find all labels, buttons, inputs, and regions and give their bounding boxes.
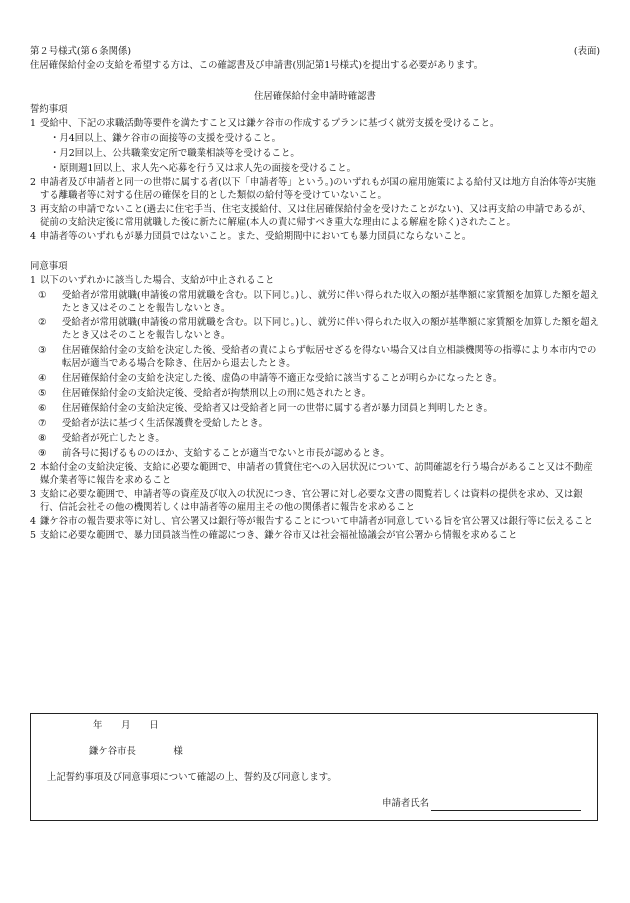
condition-text: 住居確保給付金の支給を決定した後、受給者の責によらず転居せざるを得ない場合又は自立相談機関等の指導により本市内での転居が適当である場合を除き、住居から退去したとき。 (62, 345, 597, 370)
condition-text: 受給者が死亡したとき。 (62, 433, 165, 445)
item-text: 申請者等のいずれもが暴力団員ではないこと。また、受給期間中においても暴力団員にならないこと。 (40, 230, 472, 242)
requirement-list (50, 133, 600, 176)
document-page (30, 46, 600, 543)
list-item: ・月4回以上、鎌ケ谷市の面接等の支援を受けること。 (50, 132, 281, 144)
condition-mark: ② (38, 317, 47, 329)
consent-item-5 (30, 530, 600, 543)
condition-mark: ⑥ (38, 403, 47, 415)
item-text: 支給に必要な範囲で、申請者等の資産及び収入の状況につき、官公署に対し必要な文書の閲覧若しくは資料の提供を求め、又は銀行、信託会社その他の機関若しくは申請者等の雇用主その他の関係者に報告を求めること (40, 489, 583, 514)
form-number: 第２号様式(第６条関係) (30, 46, 132, 57)
consent-item-3 (30, 489, 600, 515)
condition-mark: ⑦ (38, 418, 47, 430)
condition-mark: ⑤ (38, 388, 47, 400)
list-item: ・月2回以上、公共職業安定所で職業相談等を受けること。 (50, 147, 300, 159)
condition-mark: ① (38, 289, 47, 301)
condition-mark: ⑧ (38, 433, 47, 445)
item-number: 2 (30, 176, 36, 188)
list-item: ・原則週1回以上、求人先へ応募を行う又は求人先の面接を受けること。 (50, 162, 356, 174)
suspension-condition (38, 448, 600, 461)
item-text: 申請者及び申請者と同一の世帯に属する者(以下「申請者等」という。)のいずれもが国の雇用施策による給付又は地方自治体等が実施する離職者等に対する住居の確保を目的とした類似の給付等を受けていないこと。 (40, 176, 596, 201)
consent-item-2 (30, 462, 600, 488)
condition-text: 住居確保給付金の支給決定後、受給者が拘禁刑以上の刑に処されたとき。 (62, 388, 372, 400)
confirmation-statement: 上記誓約事項及び同意事項について確認の上、誓約及び同意します。 (47, 772, 337, 783)
addressee: 鎌ケ谷市長 様 (89, 746, 183, 757)
suspension-condition (38, 388, 600, 401)
item-text: 以下のいずれかに該当した場合、支給が中止されること (40, 274, 275, 286)
applicant-name-field[interactable] (431, 799, 581, 811)
date-field[interactable]: 年 月 日 (93, 720, 159, 731)
condition-text: 住居確保給付金の支給を決定した後、虚偽の申請等不適正な受給に該当することが明らかになったとき。 (62, 373, 503, 385)
oath-item-1 (30, 118, 600, 131)
oath-item-2 (30, 177, 600, 203)
notice-text: 住居確保給付金の支給を希望する方は、この確認書及び申請書(別記第1号様式)を提出する必要があります。 (30, 59, 484, 71)
item-text: 本給付金の支給決定後、支給に必要な範囲で、申請者の賃貸住宅への入居状況について、訪問確認を行う場合があること又は不動産媒介業者等に報告を求めること (40, 462, 593, 487)
consent-heading: 同意事項 (30, 260, 68, 272)
item-number: 1 (30, 117, 36, 129)
condition-text: 受給者が常用就職(申請後の常用就職を含む。以下同じ。)し、就労に伴い得られた収入の額が基準額に家賃額を加算した額を超えたとき又はそのことを報告しないとき。 (62, 317, 600, 342)
suspension-condition (38, 433, 600, 446)
applicant-name-label: 申請者氏名 (382, 798, 429, 809)
item-text: 鎌ケ谷市の報告要求等に対し、官公署又は銀行等が報告することについて申請者が同意している旨を官公署又は銀行等に伝えること (40, 516, 593, 528)
suspension-condition (38, 403, 600, 416)
item-number: 5 (30, 530, 36, 541)
oath-item-4 (30, 231, 600, 244)
signature-box (30, 713, 598, 821)
item-number: 3 (30, 489, 36, 501)
condition-text: 受給者が法に基づく生活保護費を受給したとき。 (62, 418, 268, 430)
oath-item-3 (30, 204, 600, 230)
applicant-signature (382, 798, 581, 811)
consent-item-1: 1 以下のいずれかに該当した場合、支給が中止されること (30, 275, 600, 288)
item-text: 受給中、下記の求職活動等要件を満たすこと又は鎌ケ谷市の作成するプランに基づく就労支援を受けること。 (40, 117, 500, 129)
suspension-condition (38, 290, 600, 316)
suspension-condition (38, 418, 600, 431)
consent-item-4 (30, 516, 600, 529)
oath-heading: 誓約事項 (30, 103, 68, 115)
condition-text: 住居確保給付金の支給決定後、受給者又は受給者と同一の世帯に属する者が暴力団員と判明したとき。 (62, 403, 493, 415)
item-number: 4 (30, 230, 36, 242)
condition-text: 受給者が常用就職(申請後の常用就職を含む。以下同じ。)し、就労に伴い得られた収入の額が基準額に家賃額を加算した額を超えたとき又はそのことを報告しないとき。 (62, 289, 600, 314)
side-label: (表面) (573, 46, 600, 57)
item-text: 再支給の申請でないこと(過去に住宅手当、住宅支援給付、又は住居確保給付金を受けたことがない)、又は再支給の申請であるが、従前の支給決定後に常用就職した後に新たに解雇(本人の責に帰すべき重大な理由による解雇を除く)されたこと。 (40, 203, 592, 228)
item-number: 4 (30, 516, 36, 528)
suspension-condition (38, 373, 600, 386)
condition-mark: ④ (38, 373, 47, 385)
item-number: 3 (30, 203, 36, 215)
item-number: 2 (30, 462, 36, 474)
form-header (30, 46, 600, 59)
condition-mark: ③ (38, 345, 47, 357)
condition-mark: ⑨ (38, 448, 47, 460)
suspension-condition (38, 345, 600, 371)
suspension-condition (38, 317, 600, 343)
condition-text: 前各号に掲げるもののほか、支給することが適当でないと市長が認めるとき。 (62, 448, 390, 460)
item-text: 支給に必要な範囲で、暴力団員該当性の確認につき、鎌ケ谷市又は社会福祉協議会が官公署から情報を求めること (40, 530, 518, 541)
document-title: 住居確保給付金申請時確認書 (254, 90, 376, 102)
